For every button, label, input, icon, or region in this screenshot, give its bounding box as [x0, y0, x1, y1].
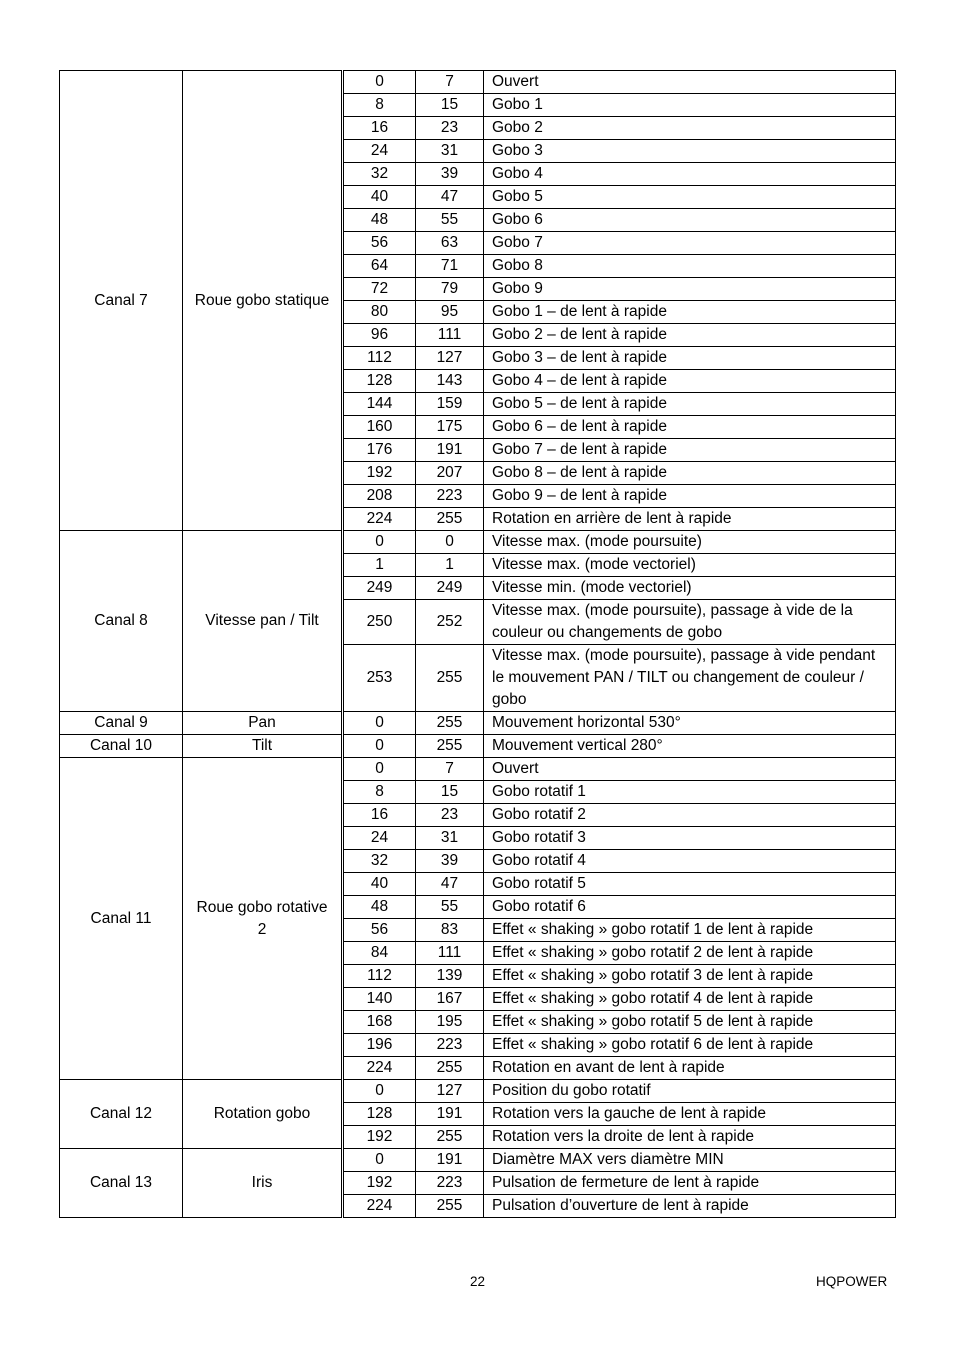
description-cell: Gobo 5 — [484, 186, 896, 209]
description-cell: Mouvement horizontal 530° — [484, 712, 896, 735]
description-cell: Position du gobo rotatif — [484, 1080, 896, 1103]
description-cell: Gobo 5 – de lent à rapide — [484, 393, 896, 416]
range-from-cell: 144 — [343, 393, 416, 416]
description-cell: Gobo 4 – de lent à rapide — [484, 370, 896, 393]
description-cell: Gobo 9 – de lent à rapide — [484, 485, 896, 508]
channel-cell: Canal 8 — [60, 531, 183, 712]
description-cell: Gobo 2 – de lent à rapide — [484, 324, 896, 347]
range-to-cell: 31 — [416, 140, 484, 163]
range-from-cell: 24 — [343, 140, 416, 163]
range-from-cell: 249 — [343, 577, 416, 600]
range-from-cell: 208 — [343, 485, 416, 508]
range-to-cell: 31 — [416, 827, 484, 850]
range-from-cell: 72 — [343, 278, 416, 301]
range-from-cell: 0 — [343, 1149, 416, 1172]
channel-cell: Canal 11 — [60, 758, 183, 1080]
description-cell: Vitesse max. (mode poursuite) — [484, 531, 896, 554]
range-from-cell: 56 — [343, 919, 416, 942]
dmx-channel-table — [59, 70, 896, 1218]
table-row — [60, 71, 896, 94]
description-cell: Vitesse max. (mode poursuite), passage à vide pendant le mouvement PAN / TILT ou changement de couleur / gobo — [484, 645, 896, 712]
range-from-cell: 32 — [343, 163, 416, 186]
range-from-cell: 250 — [343, 600, 416, 645]
range-from-cell: 224 — [343, 1195, 416, 1218]
range-to-cell: 159 — [416, 393, 484, 416]
description-cell: Gobo 2 — [484, 117, 896, 140]
description-cell: Rotation vers la gauche de lent à rapide — [484, 1103, 896, 1126]
range-to-cell: 127 — [416, 347, 484, 370]
description-cell: Ouvert — [484, 71, 896, 94]
range-from-cell: 64 — [343, 255, 416, 278]
range-to-cell: 95 — [416, 301, 484, 324]
channel-cell: Canal 9 — [60, 712, 183, 735]
range-to-cell: 15 — [416, 94, 484, 117]
description-cell: Gobo 6 – de lent à rapide — [484, 416, 896, 439]
range-from-cell: 40 — [343, 873, 416, 896]
range-from-cell: 224 — [343, 508, 416, 531]
description-cell: Ouvert — [484, 758, 896, 781]
description-cell: Rotation en arrière de lent à rapide — [484, 508, 896, 531]
description-cell: Vitesse min. (mode vectoriel) — [484, 577, 896, 600]
description-cell: Gobo 3 – de lent à rapide — [484, 347, 896, 370]
range-from-cell: 140 — [343, 988, 416, 1011]
range-to-cell: 63 — [416, 232, 484, 255]
function-cell: Roue gobo rotative 2 — [183, 758, 343, 1080]
description-cell: Rotation en avant de lent à rapide — [484, 1057, 896, 1080]
range-from-cell: 16 — [343, 117, 416, 140]
range-from-cell: 8 — [343, 781, 416, 804]
range-from-cell: 32 — [343, 850, 416, 873]
description-cell: Gobo 9 — [484, 278, 896, 301]
description-cell: Effet « shaking » gobo rotatif 3 de lent à rapide — [484, 965, 896, 988]
range-to-cell: 111 — [416, 324, 484, 347]
range-to-cell: 7 — [416, 71, 484, 94]
channel-cell: Canal 7 — [60, 71, 183, 531]
range-to-cell: 255 — [416, 712, 484, 735]
description-cell: Rotation vers la droite de lent à rapide — [484, 1126, 896, 1149]
range-from-cell: 48 — [343, 896, 416, 919]
range-from-cell: 224 — [343, 1057, 416, 1080]
description-cell: Gobo 6 — [484, 209, 896, 232]
dmx-table-body — [60, 71, 896, 1218]
range-to-cell: 175 — [416, 416, 484, 439]
range-from-cell: 56 — [343, 232, 416, 255]
range-from-cell: 0 — [343, 758, 416, 781]
channel-cell: Canal 12 — [60, 1080, 183, 1149]
range-to-cell: 23 — [416, 117, 484, 140]
brand-name: HQPOWER — [816, 1274, 888, 1289]
range-from-cell: 0 — [343, 712, 416, 735]
function-cell: Roue gobo statique — [183, 71, 343, 531]
range-from-cell: 0 — [343, 71, 416, 94]
range-from-cell: 128 — [343, 1103, 416, 1126]
range-to-cell: 223 — [416, 485, 484, 508]
range-to-cell: 223 — [416, 1172, 484, 1195]
range-to-cell: 111 — [416, 942, 484, 965]
table-row — [60, 758, 896, 781]
description-cell: Gobo 8 – de lent à rapide — [484, 462, 896, 485]
description-cell: Gobo rotatif 6 — [484, 896, 896, 919]
range-to-cell: 1 — [416, 554, 484, 577]
range-to-cell: 7 — [416, 758, 484, 781]
description-cell: Vitesse max. (mode vectoriel) — [484, 554, 896, 577]
description-cell: Gobo 4 — [484, 163, 896, 186]
range-from-cell: 80 — [343, 301, 416, 324]
range-from-cell: 192 — [343, 1172, 416, 1195]
description-cell: Pulsation de fermeture de lent à rapide — [484, 1172, 896, 1195]
function-cell: Rotation gobo — [183, 1080, 343, 1149]
description-cell: Gobo 1 — [484, 94, 896, 117]
range-to-cell: 39 — [416, 850, 484, 873]
range-to-cell: 47 — [416, 186, 484, 209]
range-from-cell: 192 — [343, 1126, 416, 1149]
range-to-cell: 255 — [416, 1126, 484, 1149]
description-cell: Gobo rotatif 5 — [484, 873, 896, 896]
range-from-cell: 96 — [343, 324, 416, 347]
range-to-cell: 255 — [416, 735, 484, 758]
range-from-cell: 128 — [343, 370, 416, 393]
range-to-cell: 223 — [416, 1034, 484, 1057]
function-cell: Tilt — [183, 735, 343, 758]
function-cell: Iris — [183, 1149, 343, 1218]
description-cell: Mouvement vertical 280° — [484, 735, 896, 758]
description-cell: Effet « shaking » gobo rotatif 4 de lent à rapide — [484, 988, 896, 1011]
range-to-cell: 207 — [416, 462, 484, 485]
function-cell: Vitesse pan / Tilt — [183, 531, 343, 712]
range-from-cell: 192 — [343, 462, 416, 485]
range-to-cell: 195 — [416, 1011, 484, 1034]
table-row — [60, 531, 896, 554]
description-cell: Gobo 7 — [484, 232, 896, 255]
range-from-cell: 112 — [343, 965, 416, 988]
description-cell: Effet « shaking » gobo rotatif 5 de lent à rapide — [484, 1011, 896, 1034]
description-cell: Gobo 3 — [484, 140, 896, 163]
range-to-cell: 191 — [416, 439, 484, 462]
description-cell: Effet « shaking » gobo rotatif 1 de lent à rapide — [484, 919, 896, 942]
range-to-cell: 167 — [416, 988, 484, 1011]
range-from-cell: 16 — [343, 804, 416, 827]
page-number: 22 — [470, 1274, 486, 1289]
range-to-cell: 127 — [416, 1080, 484, 1103]
description-cell: Effet « shaking » gobo rotatif 6 de lent à rapide — [484, 1034, 896, 1057]
range-from-cell: 8 — [343, 94, 416, 117]
channel-cell: Canal 10 — [60, 735, 183, 758]
description-cell: Gobo 1 – de lent à rapide — [484, 301, 896, 324]
range-to-cell: 47 — [416, 873, 484, 896]
range-from-cell: 168 — [343, 1011, 416, 1034]
table-row — [60, 1080, 896, 1103]
table-row — [60, 712, 896, 735]
range-to-cell: 255 — [416, 508, 484, 531]
function-cell: Pan — [183, 712, 343, 735]
range-to-cell: 255 — [416, 1057, 484, 1080]
description-cell: Gobo rotatif 1 — [484, 781, 896, 804]
description-cell: Gobo rotatif 2 — [484, 804, 896, 827]
range-to-cell: 139 — [416, 965, 484, 988]
range-from-cell: 0 — [343, 531, 416, 554]
range-to-cell: 249 — [416, 577, 484, 600]
range-from-cell: 196 — [343, 1034, 416, 1057]
range-to-cell: 83 — [416, 919, 484, 942]
range-from-cell: 160 — [343, 416, 416, 439]
channel-cell: Canal 13 — [60, 1149, 183, 1218]
description-cell: Pulsation d’ouverture de lent à rapide — [484, 1195, 896, 1218]
range-to-cell: 71 — [416, 255, 484, 278]
range-to-cell: 39 — [416, 163, 484, 186]
range-to-cell: 15 — [416, 781, 484, 804]
range-from-cell: 48 — [343, 209, 416, 232]
range-from-cell: 24 — [343, 827, 416, 850]
description-cell: Gobo rotatif 4 — [484, 850, 896, 873]
range-to-cell: 255 — [416, 1195, 484, 1218]
description-cell: Effet « shaking » gobo rotatif 2 de lent à rapide — [484, 942, 896, 965]
range-to-cell: 79 — [416, 278, 484, 301]
description-cell: Diamètre MAX vers diamètre MIN — [484, 1149, 896, 1172]
range-to-cell: 55 — [416, 209, 484, 232]
range-from-cell: 1 — [343, 554, 416, 577]
table-row — [60, 735, 896, 758]
range-to-cell: 255 — [416, 645, 484, 712]
range-from-cell: 112 — [343, 347, 416, 370]
description-cell: Gobo 7 – de lent à rapide — [484, 439, 896, 462]
range-from-cell: 0 — [343, 1080, 416, 1103]
range-from-cell: 0 — [343, 735, 416, 758]
range-to-cell: 252 — [416, 600, 484, 645]
table-row — [60, 1149, 896, 1172]
description-cell: Vitesse max. (mode poursuite), passage à vide de la couleur ou changements de gobo — [484, 600, 896, 645]
range-from-cell: 176 — [343, 439, 416, 462]
range-from-cell: 84 — [343, 942, 416, 965]
range-from-cell: 40 — [343, 186, 416, 209]
range-to-cell: 191 — [416, 1103, 484, 1126]
range-to-cell: 191 — [416, 1149, 484, 1172]
range-to-cell: 55 — [416, 896, 484, 919]
range-from-cell: 253 — [343, 645, 416, 712]
range-to-cell: 143 — [416, 370, 484, 393]
description-cell: Gobo rotatif 3 — [484, 827, 896, 850]
range-to-cell: 0 — [416, 531, 484, 554]
range-to-cell: 23 — [416, 804, 484, 827]
description-cell: Gobo 8 — [484, 255, 896, 278]
